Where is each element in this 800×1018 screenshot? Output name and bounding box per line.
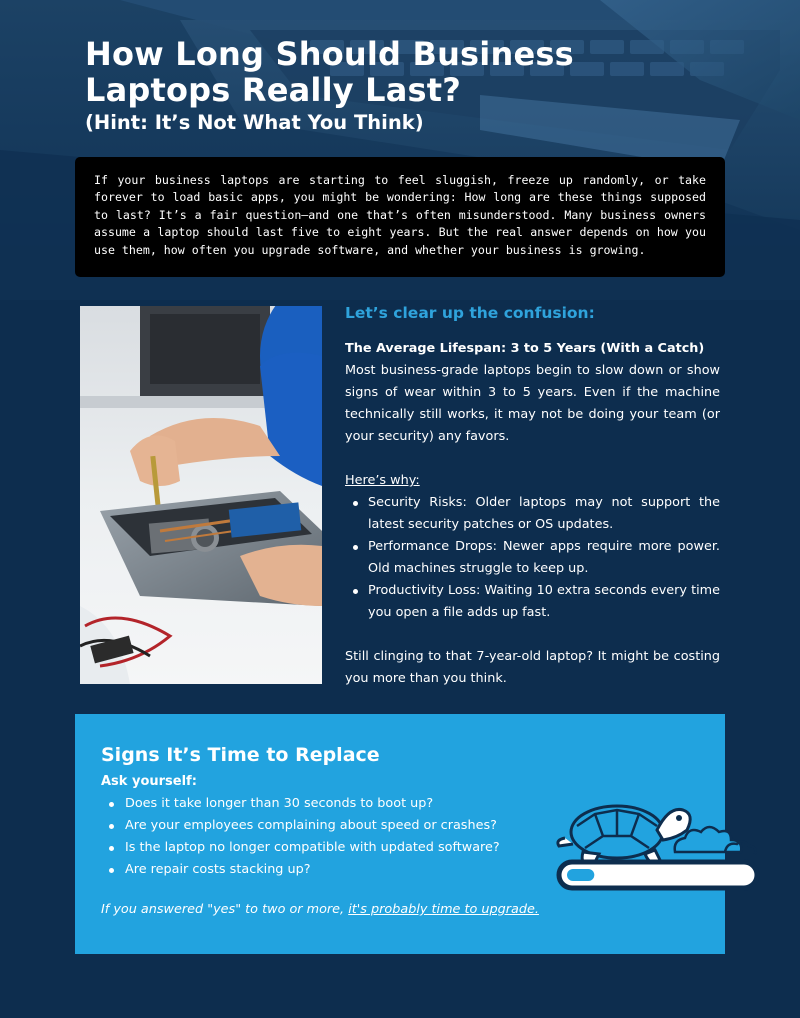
sign-item: Are your employees complaining about speed or crashes? xyxy=(101,815,725,837)
laptop-repair-photo xyxy=(80,306,322,684)
why-label: Here’s why: xyxy=(345,473,420,488)
reasons-list xyxy=(345,492,720,624)
signs-box xyxy=(75,714,725,954)
upgrade-link[interactable]: it's probably time to upgrade. xyxy=(348,902,539,917)
intro-box xyxy=(75,157,725,277)
reason-item: Security Risks: Older laptops may not support the latest security patches or OS updates. xyxy=(345,492,720,536)
intro-text: If your business laptops are starting to feel sluggish, freeze up randomly, or take forever to load basic apps, you might be wondering: How long are these things supposed to last? It’s a fair question—and one that’s often misunderstood. Many business owners assume a laptop should last five to eight years. But the real answer depends on how you use them, how often you upgrade software, and whether your business is growing. xyxy=(94,173,706,257)
turtle-loading-illustration xyxy=(555,796,765,892)
main-body xyxy=(345,338,720,690)
main-content xyxy=(345,302,720,690)
signs-footer xyxy=(101,899,725,921)
sign-item: Does it take longer than 30 seconds to boot up? xyxy=(101,793,725,815)
lifespan-heading: The Average Lifespan: 3 to 5 Years (With a Catch) xyxy=(345,341,705,356)
progress-fill xyxy=(567,869,594,881)
closing-text: Still clinging to that 7-year-old laptop? It might be costing you more than you think. xyxy=(345,649,720,686)
reason-item: Performance Drops: Newer apps require more power. Old machines struggle to keep up. xyxy=(345,536,720,580)
sign-item: Are repair costs stacking up? xyxy=(101,859,725,881)
sign-item: Is the laptop no longer compatible with updated software? xyxy=(101,837,725,859)
lifespan-text: Most business-grade laptops begin to slow down or show signs of wear within 3 to 5 years. Even if the machine technically still works, it may not be doing your team (or your security) any favors. xyxy=(345,363,720,444)
footer-text: If you answered "yes" to two or more, xyxy=(101,902,349,917)
signs-title: Signs It’s Time to Replace xyxy=(101,744,380,766)
ask-label: Ask yourself: xyxy=(101,774,197,789)
section-heading: Let’s clear up the confusion: xyxy=(345,304,595,322)
reason-item: Productivity Loss: Waiting 10 extra seconds every time you open a file adds up fast. xyxy=(345,580,720,624)
page-title: How Long Should Business Laptops Really Last? xyxy=(85,35,574,109)
page-subtitle: (Hint: It’s Not What You Think) xyxy=(85,111,424,134)
turtle-icon xyxy=(558,806,690,866)
